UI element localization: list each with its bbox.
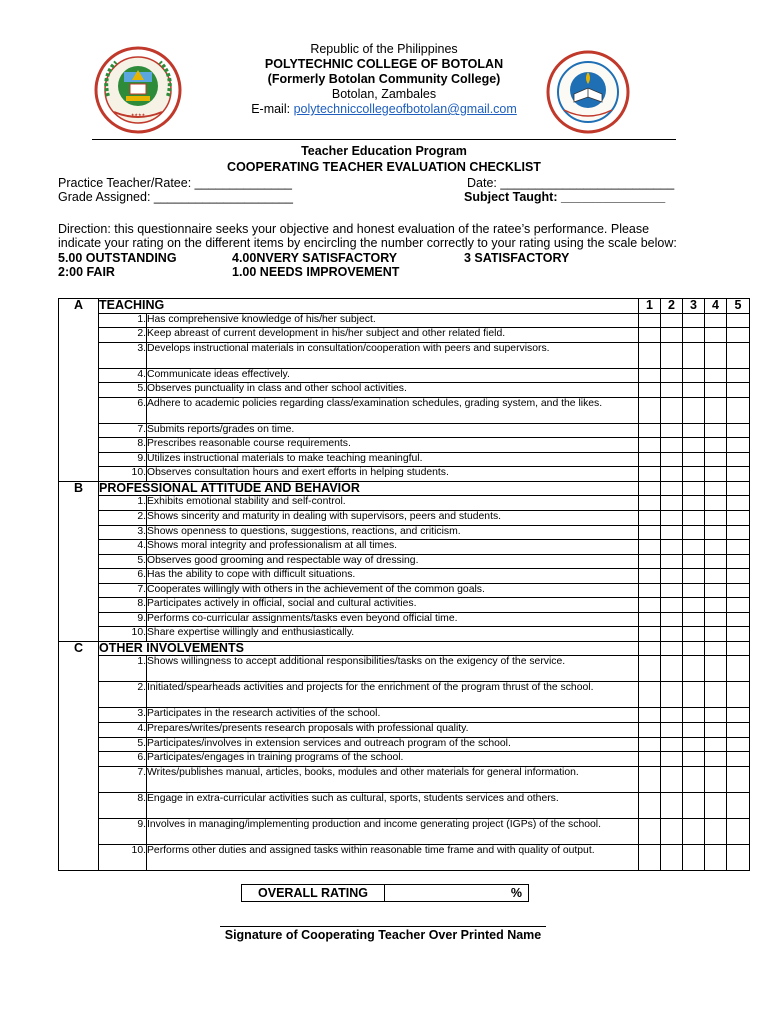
rating-cell-5[interactable] xyxy=(727,313,750,328)
item-number: 8. xyxy=(99,438,147,453)
date-field[interactable]: Date: _________________________ xyxy=(467,176,675,190)
rating-cell-1[interactable] xyxy=(639,844,661,870)
rating-cell-3[interactable] xyxy=(683,525,705,540)
table-row xyxy=(59,313,750,328)
item-text: Shows openness to questions, suggestions, reactions, and criticism. xyxy=(147,525,639,540)
item-number: 6. xyxy=(99,752,147,767)
rating-cell-2[interactable] xyxy=(661,792,683,818)
item-number: 2. xyxy=(99,511,147,526)
item-number: 3. xyxy=(99,708,147,723)
rating-cell-3[interactable] xyxy=(683,569,705,584)
rating-cell-3[interactable] xyxy=(683,844,705,870)
rating-cell-4[interactable] xyxy=(705,438,727,453)
rating-cell-2[interactable] xyxy=(661,598,683,613)
subject-field[interactable]: Subject Taught: _______________ xyxy=(464,190,666,204)
item-number: 10. xyxy=(99,844,147,870)
rating-cell-5[interactable] xyxy=(727,766,750,792)
rating-cell-3[interactable] xyxy=(683,752,705,767)
table-row xyxy=(59,682,750,708)
item-text: Writes/publishes manual, articles, books, modules and other materials for general information. xyxy=(147,766,639,792)
rating-header-1: 1 xyxy=(639,299,661,314)
item-text: Submits reports/grades on time. xyxy=(147,423,639,438)
rating-cell-1[interactable] xyxy=(639,328,661,343)
rating-cell-5[interactable] xyxy=(727,554,750,569)
rating-cell-2[interactable] xyxy=(661,752,683,767)
rating-cell-4[interactable] xyxy=(705,368,727,383)
item-number: 5. xyxy=(99,554,147,569)
item-text: Performs co-curricular assignments/tasks even beyond official time. xyxy=(147,612,639,627)
section-header-row xyxy=(59,299,750,314)
rating-cell-1[interactable] xyxy=(639,627,661,642)
item-number: 6. xyxy=(99,569,147,584)
table-row xyxy=(59,612,750,627)
rating-cell-5[interactable] xyxy=(727,342,750,368)
item-number: 3. xyxy=(99,525,147,540)
rating-cell-3[interactable] xyxy=(683,627,705,642)
rating-cell-2[interactable] xyxy=(661,569,683,584)
rating-cell-4[interactable] xyxy=(705,540,727,555)
signature-line[interactable] xyxy=(220,926,546,927)
table-row xyxy=(59,708,750,723)
table-row xyxy=(59,467,750,482)
rating-cell-5[interactable] xyxy=(727,423,750,438)
table-row xyxy=(59,583,750,598)
rating-cell-5[interactable] xyxy=(727,627,750,642)
table-row xyxy=(59,525,750,540)
rating-cell-1[interactable] xyxy=(639,511,661,526)
item-number: 9. xyxy=(99,612,147,627)
overall-rating-box xyxy=(241,884,529,902)
section-title: PROFESSIONAL ATTITUDE AND BEHAVIOR xyxy=(99,481,639,496)
rating-cell-5[interactable] xyxy=(727,708,750,723)
rating-cell-5[interactable] xyxy=(727,540,750,555)
rating-cell-2[interactable] xyxy=(661,467,683,482)
rating-cell-1[interactable] xyxy=(639,737,661,752)
rating-cell[interactable] xyxy=(639,481,661,496)
rating-cell-2[interactable] xyxy=(661,452,683,467)
scale-5: 5.00 OUTSTANDING xyxy=(58,251,177,265)
rating-cell-1[interactable] xyxy=(639,708,661,723)
rating-cell-5[interactable] xyxy=(727,818,750,844)
rating-cell-3[interactable] xyxy=(683,737,705,752)
rating-cell-1[interactable] xyxy=(639,752,661,767)
item-number: 8. xyxy=(99,598,147,613)
rating-cell[interactable] xyxy=(727,481,750,496)
item-text: Engage in extra-curricular activities such as cultural, sports, students services and others. xyxy=(147,792,639,818)
rating-cell-5[interactable] xyxy=(727,328,750,343)
table-row xyxy=(59,342,750,368)
rating-cell-2[interactable] xyxy=(661,328,683,343)
item-number: 7. xyxy=(99,766,147,792)
scale-3: 3 SATISFACTORY xyxy=(464,251,570,265)
item-text: Cooperates willingly with others in the achievement of the common goals. xyxy=(147,583,639,598)
rating-cell-3[interactable] xyxy=(683,708,705,723)
rating-cell-4[interactable] xyxy=(705,467,727,482)
rating-cell-2[interactable] xyxy=(661,818,683,844)
item-number: 3. xyxy=(99,342,147,368)
section-letter: C xyxy=(59,641,99,870)
college-logo-left xyxy=(94,46,182,139)
rating-cell-5[interactable] xyxy=(727,612,750,627)
rating-cell-2[interactable] xyxy=(661,438,683,453)
rating-cell[interactable] xyxy=(705,481,727,496)
rating-cell-2[interactable] xyxy=(661,496,683,511)
rating-cell-4[interactable] xyxy=(705,723,727,738)
rating-cell-3[interactable] xyxy=(683,467,705,482)
rating-cell[interactable] xyxy=(727,641,750,656)
form-title: COOPERATING TEACHER EVALUATION CHECKLIST xyxy=(227,160,541,174)
rating-cell-5[interactable] xyxy=(727,569,750,584)
rating-cell-1[interactable] xyxy=(639,452,661,467)
rating-cell-5[interactable] xyxy=(727,383,750,398)
rating-cell-4[interactable] xyxy=(705,752,727,767)
rating-cell-2[interactable] xyxy=(661,708,683,723)
rating-cell-1[interactable] xyxy=(639,682,661,708)
rating-cell-4[interactable] xyxy=(705,708,727,723)
scale-1: 1.00 NEEDS IMPROVEMENT xyxy=(232,265,400,279)
rating-cell-3[interactable] xyxy=(683,583,705,598)
table-row xyxy=(59,540,750,555)
item-number: 10. xyxy=(99,627,147,642)
table-row xyxy=(59,383,750,398)
rating-cell-1[interactable] xyxy=(639,583,661,598)
rating-cell[interactable] xyxy=(661,641,683,656)
rating-cell-1[interactable] xyxy=(639,723,661,738)
ratee-field[interactable]: Practice Teacher/Ratee: ______________ xyxy=(58,176,292,190)
table-row xyxy=(59,368,750,383)
rating-cell-2[interactable] xyxy=(661,342,683,368)
rating-cell-4[interactable] xyxy=(705,554,727,569)
rating-cell-1[interactable] xyxy=(639,438,661,453)
rating-cell-3[interactable] xyxy=(683,368,705,383)
rating-cell-1[interactable] xyxy=(639,368,661,383)
item-number: 8. xyxy=(99,792,147,818)
rating-cell-5[interactable] xyxy=(727,525,750,540)
rating-cell-2[interactable] xyxy=(661,737,683,752)
rating-cell-3[interactable] xyxy=(683,328,705,343)
rating-cell-2[interactable] xyxy=(661,368,683,383)
rating-cell-2[interactable] xyxy=(661,397,683,423)
evaluation-table xyxy=(58,298,750,871)
rating-cell-3[interactable] xyxy=(683,656,705,682)
rating-cell-4[interactable] xyxy=(705,656,727,682)
rating-cell-4[interactable] xyxy=(705,818,727,844)
rating-cell-3[interactable] xyxy=(683,342,705,368)
rating-header-5: 5 xyxy=(727,299,750,314)
item-text: Shows sincerity and maturity in dealing with supervisors, peers and students. xyxy=(147,511,639,526)
rating-cell-1[interactable] xyxy=(639,496,661,511)
item-text: Exhibits emotional stability and self-control. xyxy=(147,496,639,511)
rating-cell-5[interactable] xyxy=(727,656,750,682)
rating-cell-2[interactable] xyxy=(661,612,683,627)
rating-cell-4[interactable] xyxy=(705,423,727,438)
rating-cell-5[interactable] xyxy=(727,438,750,453)
table-row xyxy=(59,723,750,738)
rating-cell-4[interactable] xyxy=(705,627,727,642)
section-header-row xyxy=(59,481,750,496)
item-number: 9. xyxy=(99,818,147,844)
rating-cell-1[interactable] xyxy=(639,766,661,792)
rating-cell-2[interactable] xyxy=(661,766,683,792)
item-number: 10. xyxy=(99,467,147,482)
rating-cell-1[interactable] xyxy=(639,569,661,584)
rating-cell-4[interactable] xyxy=(705,383,727,398)
email-link[interactable]: polytechniccollegeofbotolan@gmail.com xyxy=(293,102,517,116)
rating-cell-1[interactable] xyxy=(639,540,661,555)
item-text: Shows willingness to accept additional responsibilities/tasks on the exigency of the service. xyxy=(147,656,639,682)
item-text: Participates actively in official, social and cultural activities. xyxy=(147,598,639,613)
rating-cell-5[interactable] xyxy=(727,511,750,526)
table-row xyxy=(59,818,750,844)
rating-cell-2[interactable] xyxy=(661,656,683,682)
item-number: 4. xyxy=(99,540,147,555)
rating-cell[interactable] xyxy=(683,641,705,656)
rating-cell-3[interactable] xyxy=(683,540,705,555)
rating-cell-2[interactable] xyxy=(661,554,683,569)
item-number: 5. xyxy=(99,383,147,398)
item-text: Participates in the research activities of the school. xyxy=(147,708,639,723)
table-row xyxy=(59,423,750,438)
rating-cell-1[interactable] xyxy=(639,525,661,540)
scale-2: 2:00 FAIR xyxy=(58,265,115,279)
rating-cell-3[interactable] xyxy=(683,397,705,423)
signature-label: Signature of Cooperating Teacher Over Printed Name xyxy=(224,928,542,942)
rating-cell-4[interactable] xyxy=(705,612,727,627)
college-location: Botolan, Zambales xyxy=(331,87,437,101)
direction-line-1: Direction: this questionnaire seeks your objective and honest evaluation of the ratee’s performance. Please xyxy=(58,222,650,236)
rating-cell-5[interactable] xyxy=(727,844,750,870)
section-letter: A xyxy=(59,299,99,482)
table-row xyxy=(59,438,750,453)
item-text: Keep abreast of current development in his/her subject and other related field. xyxy=(147,328,639,343)
rating-cell-5[interactable] xyxy=(727,583,750,598)
table-row xyxy=(59,844,750,870)
table-row xyxy=(59,737,750,752)
rating-cell-5[interactable] xyxy=(727,752,750,767)
table-row xyxy=(59,766,750,792)
table-row xyxy=(59,752,750,767)
rating-cell-3[interactable] xyxy=(683,554,705,569)
rating-cell-5[interactable] xyxy=(727,682,750,708)
rating-cell-3[interactable] xyxy=(683,612,705,627)
program-logo-right xyxy=(546,50,630,139)
section-letter: B xyxy=(59,481,99,641)
item-number: 4. xyxy=(99,368,147,383)
email-label: E-mail: xyxy=(251,102,294,116)
item-text: Involves in managing/implementing production and income generating project (IGPs) of the school. xyxy=(147,818,639,844)
rating-cell-5[interactable] xyxy=(727,496,750,511)
item-text: Participates/involves in extension services and outreach program of the school. xyxy=(147,737,639,752)
item-number: 2. xyxy=(99,328,147,343)
rating-cell-1[interactable] xyxy=(639,818,661,844)
rating-cell-4[interactable] xyxy=(705,737,727,752)
table-row xyxy=(59,598,750,613)
header-rule xyxy=(92,139,676,140)
rating-cell-1[interactable] xyxy=(639,554,661,569)
rating-cell-2[interactable] xyxy=(661,423,683,438)
table-row xyxy=(59,328,750,343)
rating-cell-5[interactable] xyxy=(727,397,750,423)
rating-cell-1[interactable] xyxy=(639,342,661,368)
table-row xyxy=(59,554,750,569)
rating-cell-3[interactable] xyxy=(683,598,705,613)
item-text: Communicate ideas effectively. xyxy=(147,368,639,383)
table-row xyxy=(59,397,750,423)
program-title: Teacher Education Program xyxy=(301,144,467,158)
rating-cell-4[interactable] xyxy=(705,792,727,818)
rating-cell-1[interactable] xyxy=(639,467,661,482)
rating-cell-5[interactable] xyxy=(727,368,750,383)
rating-cell-2[interactable] xyxy=(661,627,683,642)
rating-cell-3[interactable] xyxy=(683,766,705,792)
rating-cell-4[interactable] xyxy=(705,313,727,328)
rating-cell-1[interactable] xyxy=(639,423,661,438)
item-number: 4. xyxy=(99,723,147,738)
item-text: Observes punctuality in class and other school activities. xyxy=(147,383,639,398)
rating-cell-4[interactable] xyxy=(705,397,727,423)
item-text: Has comprehensive knowledge of his/her subject. xyxy=(147,313,639,328)
item-text: Participates/engages in training programs of the school. xyxy=(147,752,639,767)
rating-cell[interactable] xyxy=(705,641,727,656)
rating-cell-4[interactable] xyxy=(705,342,727,368)
item-text: Adhere to academic policies regarding class/examination schedules, grading system, and the likes. xyxy=(147,397,639,423)
rating-cell-3[interactable] xyxy=(683,313,705,328)
rating-cell-2[interactable] xyxy=(661,583,683,598)
table-row xyxy=(59,511,750,526)
rating-header-2: 2 xyxy=(661,299,683,314)
scale-4: 4.00NVERY SATISFACTORY xyxy=(232,251,398,265)
rating-cell-3[interactable] xyxy=(683,511,705,526)
rating-cell[interactable] xyxy=(639,641,661,656)
country-line: Republic of the Philippines xyxy=(310,42,458,56)
rating-cell-2[interactable] xyxy=(661,511,683,526)
item-text: Prescribes reasonable course requirements. xyxy=(147,438,639,453)
rating-cell-1[interactable] xyxy=(639,656,661,682)
item-number: 6. xyxy=(99,397,147,423)
rating-cell-2[interactable] xyxy=(661,525,683,540)
rating-cell-1[interactable] xyxy=(639,598,661,613)
rating-cell-5[interactable] xyxy=(727,452,750,467)
section-title: TEACHING xyxy=(99,299,639,314)
item-number: 1. xyxy=(99,313,147,328)
rating-cell-4[interactable] xyxy=(705,682,727,708)
rating-cell-4[interactable] xyxy=(705,525,727,540)
rating-cell-3[interactable] xyxy=(683,496,705,511)
item-number: 2. xyxy=(99,682,147,708)
rating-cell-3[interactable] xyxy=(683,438,705,453)
rating-cell-3[interactable] xyxy=(683,423,705,438)
rating-cell-2[interactable] xyxy=(661,540,683,555)
section-header-row xyxy=(59,641,750,656)
college-name: POLYTECHNIC COLLEGE OF BOTOLAN xyxy=(264,57,504,71)
item-text: Has the ability to cope with difficult situations. xyxy=(147,569,639,584)
rating-cell-3[interactable] xyxy=(683,682,705,708)
table-row xyxy=(59,792,750,818)
rating-cell-4[interactable] xyxy=(705,569,727,584)
rating-cell-3[interactable] xyxy=(683,792,705,818)
rating-cell-2[interactable] xyxy=(661,844,683,870)
rating-cell-1[interactable] xyxy=(639,313,661,328)
item-number: 9. xyxy=(99,452,147,467)
overall-rating-input[interactable] xyxy=(385,885,528,901)
rating-cell-1[interactable] xyxy=(639,612,661,627)
item-text: Prepares/writes/presents research proposals with professional quality. xyxy=(147,723,639,738)
rating-cell-3[interactable] xyxy=(683,723,705,738)
item-text: Utilizes instructional materials to make teaching meaningful. xyxy=(147,452,639,467)
item-number: 7. xyxy=(99,423,147,438)
rating-cell[interactable] xyxy=(661,481,683,496)
rating-cell-2[interactable] xyxy=(661,723,683,738)
item-text: Observes consultation hours and exert efforts in helping students. xyxy=(147,467,639,482)
rating-cell-5[interactable] xyxy=(727,723,750,738)
rating-cell-4[interactable] xyxy=(705,598,727,613)
rating-cell-2[interactable] xyxy=(661,383,683,398)
section-title: OTHER INVOLVEMENTS xyxy=(99,641,639,656)
item-text: Initiated/spearheads activities and projects for the enrichment of the program thrust of the school. xyxy=(147,682,639,708)
item-number: 1. xyxy=(99,656,147,682)
overall-rating-label: OVERALL RATING xyxy=(242,885,385,901)
rating-header-4: 4 xyxy=(705,299,727,314)
item-text: Develops instructional materials in consultation/cooperation with peers and supervisors. xyxy=(147,342,639,368)
svg-text:★★★★: ★★★★ xyxy=(130,112,146,117)
item-number: 1. xyxy=(99,496,147,511)
table-row xyxy=(59,656,750,682)
table-row xyxy=(59,496,750,511)
rating-cell-3[interactable] xyxy=(683,383,705,398)
rating-header-3: 3 xyxy=(683,299,705,314)
rating-cell-3[interactable] xyxy=(683,818,705,844)
rating-cell-4[interactable] xyxy=(705,328,727,343)
grade-field[interactable]: Grade Assigned: ____________________ xyxy=(58,190,293,204)
rating-cell-4[interactable] xyxy=(705,583,727,598)
overall-rating-unit: % xyxy=(510,886,522,900)
rating-cell-4[interactable] xyxy=(705,766,727,792)
former-name: (Formerly Botolan Community College) xyxy=(267,72,501,86)
rating-cell-4[interactable] xyxy=(705,844,727,870)
item-text: Shows moral integrity and professionalism at all times. xyxy=(147,540,639,555)
rating-cell[interactable] xyxy=(683,481,705,496)
table-row xyxy=(59,452,750,467)
rating-cell-4[interactable] xyxy=(705,496,727,511)
rating-cell-1[interactable] xyxy=(639,397,661,423)
rating-cell-5[interactable] xyxy=(727,737,750,752)
rating-cell-4[interactable] xyxy=(705,511,727,526)
item-text: Observes good grooming and respectable way of dressing. xyxy=(147,554,639,569)
item-text: Share expertise willingly and enthusiastically. xyxy=(147,627,639,642)
rating-cell-4[interactable] xyxy=(705,452,727,467)
item-text: Performs other duties and assigned tasks within reasonable time frame and with quality of output. xyxy=(147,844,639,870)
rating-cell-3[interactable] xyxy=(683,452,705,467)
item-number: 7. xyxy=(99,583,147,598)
item-number: 5. xyxy=(99,737,147,752)
rating-cell-5[interactable] xyxy=(727,598,750,613)
rating-cell-5[interactable] xyxy=(727,792,750,818)
direction-line-2: indicate your rating on the different items by encircling the number correctly to your rating using the scale below: xyxy=(58,236,677,250)
rating-cell-1[interactable] xyxy=(639,383,661,398)
rating-cell-1[interactable] xyxy=(639,792,661,818)
rating-cell-5[interactable] xyxy=(727,467,750,482)
rating-cell-2[interactable] xyxy=(661,682,683,708)
table-row xyxy=(59,627,750,642)
rating-cell-2[interactable] xyxy=(661,313,683,328)
table-row xyxy=(59,569,750,584)
